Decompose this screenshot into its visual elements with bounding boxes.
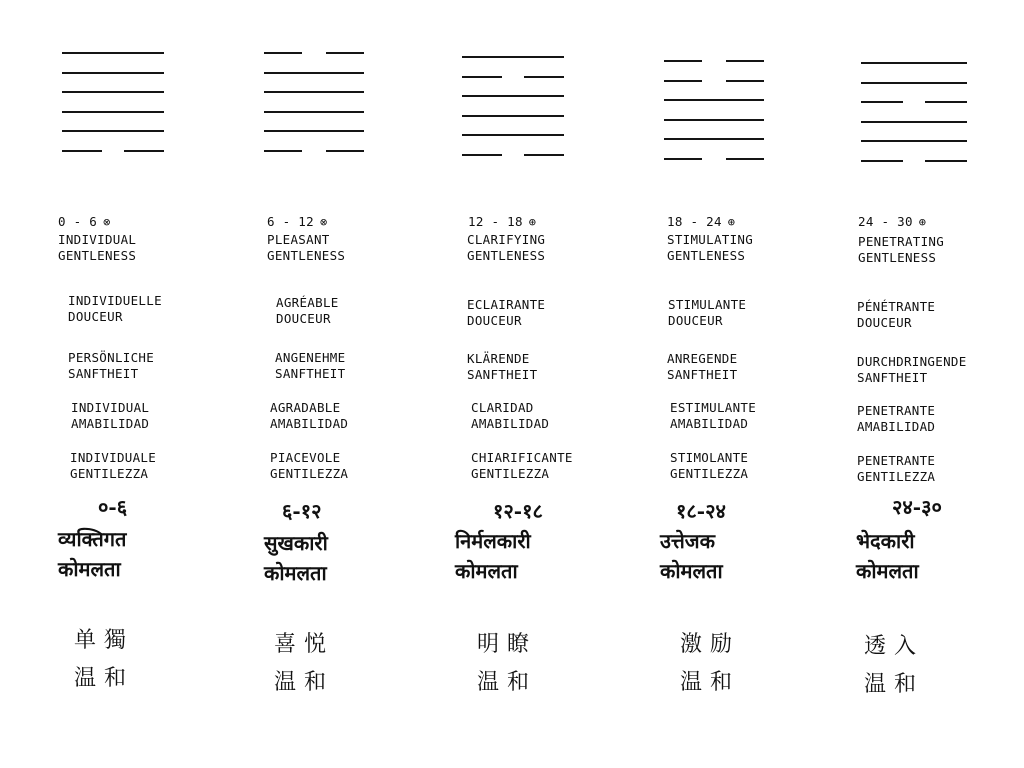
- circle-cross-icon: ⊗: [319, 215, 328, 229]
- chinese-term: 喜悦 温和: [274, 632, 335, 695]
- hexagram-solid-line: [462, 56, 564, 58]
- hexagram-solid-line: [264, 91, 364, 93]
- hexagram-solid-line: [664, 99, 764, 101]
- range-label: 24 - 30 ⊕: [858, 214, 927, 229]
- french-term: PÉNÉTRANTE DOUCEUR: [857, 299, 936, 330]
- hexagram-solid-line: [62, 91, 164, 93]
- range-label: 6 - 12 ⊗: [267, 214, 328, 229]
- column-5: [856, 0, 1024, 768]
- column-2: [264, 0, 454, 768]
- range-label: 0 - 6 ⊗: [58, 214, 111, 229]
- hexagram-solid-line: [62, 111, 164, 113]
- french-term: STIMULANTE DOUCEUR: [668, 297, 747, 328]
- hexagram-solid-line: [462, 95, 564, 97]
- hexagram-broken-line: [264, 52, 302, 54]
- column-1: [58, 0, 248, 768]
- german-term: ANREGENDE SANFTHEIT: [667, 351, 738, 382]
- column-4: [660, 0, 854, 768]
- hexagram-broken-line: [462, 76, 502, 78]
- english-term: PLEASANT GENTLENESS: [267, 232, 346, 263]
- circle-cross-icon: ⊕: [918, 215, 927, 229]
- hexagram-solid-line: [861, 121, 967, 123]
- hexagram-solid-line: [861, 140, 967, 142]
- hexagram: [664, 0, 854, 170]
- english-term: INDIVIDUAL GENTLENESS: [58, 232, 137, 263]
- hindi-term: सुखकारी कोमलता: [264, 531, 328, 585]
- hexagram-broken-line: [726, 158, 764, 160]
- spanish-term: ESTIMULANTE AMABILIDAD: [670, 400, 757, 431]
- hexagram-broken-line: [524, 154, 564, 156]
- hexagram-broken-line: [462, 154, 502, 156]
- italian-term: INDIVIDUALE GENTILEZZA: [70, 450, 157, 481]
- italian-term: PIACEVOLE GENTILEZZA: [270, 450, 349, 481]
- spanish-term: AGRADABLE AMABILIDAD: [270, 400, 349, 431]
- hexagram-solid-line: [62, 130, 164, 132]
- hexagram-broken-line: [861, 160, 903, 162]
- hexagram-solid-line: [62, 52, 164, 54]
- german-term: ANGENEHME SANFTHEIT: [275, 350, 346, 381]
- spanish-term: INDIVIDUAL AMABILIDAD: [71, 400, 150, 431]
- french-term: ECLAIRANTE DOUCEUR: [467, 297, 546, 328]
- german-term: DURCHDRINGENDE SANFTHEIT: [857, 354, 967, 385]
- hexagram-solid-line: [264, 130, 364, 132]
- circle-cross-icon: ⊗: [103, 215, 111, 229]
- hindi-term: निर्मलकारी कोमलता: [455, 529, 531, 583]
- english-term: PENETRATING GENTLENESS: [858, 234, 945, 265]
- hexagram-solid-line: [264, 72, 364, 74]
- hexagram: [463, 0, 653, 170]
- hexagram-broken-line: [326, 150, 364, 152]
- italian-term: CHIARIFICANTE GENTILEZZA: [471, 450, 573, 481]
- hexagram-broken-line: [264, 150, 302, 152]
- hexagram-broken-line: [62, 150, 102, 152]
- hexagram: [264, 0, 454, 170]
- hexagram-broken-line: [925, 160, 967, 162]
- hindi-term: व्यक्तिगत कोमलता: [58, 527, 127, 581]
- hindi-term: भेदकारी कोमलता: [856, 529, 919, 583]
- hexagram-broken-line: [726, 60, 764, 62]
- hexagram-solid-line: [462, 134, 564, 136]
- circle-cross-icon: ⊕: [727, 215, 736, 229]
- hexagram-solid-line: [664, 119, 764, 121]
- french-term: INDIVIDUELLE DOUCEUR: [68, 293, 162, 324]
- italian-term: PENETRANTE GENTILEZZA: [857, 453, 936, 484]
- hexagram-solid-line: [462, 115, 564, 117]
- hexagram-broken-line: [925, 101, 967, 103]
- hindi-range: १८-२४: [676, 499, 726, 523]
- hexagram-broken-line: [726, 80, 764, 82]
- chinese-term: 激励 温和: [680, 632, 741, 695]
- german-term: PERSÖNLICHE SANFTHEIT: [68, 350, 155, 381]
- hindi-range: ०-६: [98, 495, 128, 519]
- spanish-term: CLARIDAD AMABILIDAD: [471, 400, 550, 431]
- hexagram-solid-line: [861, 62, 967, 64]
- chinese-term: 透入 温和: [864, 634, 925, 697]
- hexagram-solid-line: [861, 82, 967, 84]
- column-3: [455, 0, 653, 768]
- circle-cross-icon: ⊕: [528, 215, 537, 229]
- hexagram-solid-line: [264, 111, 364, 113]
- english-term: CLARIFYING GENTLENESS: [467, 232, 546, 263]
- italian-term: STIMOLANTE GENTILEZZA: [670, 450, 749, 481]
- hindi-range: १२-१८: [493, 499, 543, 523]
- hexagram-broken-line: [326, 52, 364, 54]
- german-term: KLÄRENDE SANFTHEIT: [467, 351, 538, 382]
- hexagram: [58, 0, 248, 170]
- hexagram-solid-line: [664, 138, 764, 140]
- hexagram-broken-line: [664, 158, 702, 160]
- chinese-term: 明瞭 温和: [477, 632, 538, 695]
- hindi-term: उत्तेजक कोमलता: [660, 529, 723, 583]
- french-term: AGRÉABLE DOUCEUR: [276, 295, 339, 326]
- hexagram: [856, 0, 1024, 170]
- hindi-range: ६-१२: [282, 499, 322, 523]
- hindi-range: २४-३०: [892, 495, 942, 519]
- hexagram-solid-line: [62, 72, 164, 74]
- hexagram-broken-line: [124, 150, 164, 152]
- hexagram-broken-line: [524, 76, 564, 78]
- range-label: 18 - 24 ⊕: [667, 214, 736, 229]
- hexagram-broken-line: [664, 80, 702, 82]
- spanish-term: PENETRANTE AMABILIDAD: [857, 403, 936, 434]
- hexagram-broken-line: [664, 60, 702, 62]
- chinese-term: 单獨 温和: [74, 628, 135, 691]
- english-term: STIMULATING GENTLENESS: [667, 232, 754, 263]
- hexagram-broken-line: [861, 101, 903, 103]
- range-label: 12 - 18 ⊕: [468, 214, 537, 229]
